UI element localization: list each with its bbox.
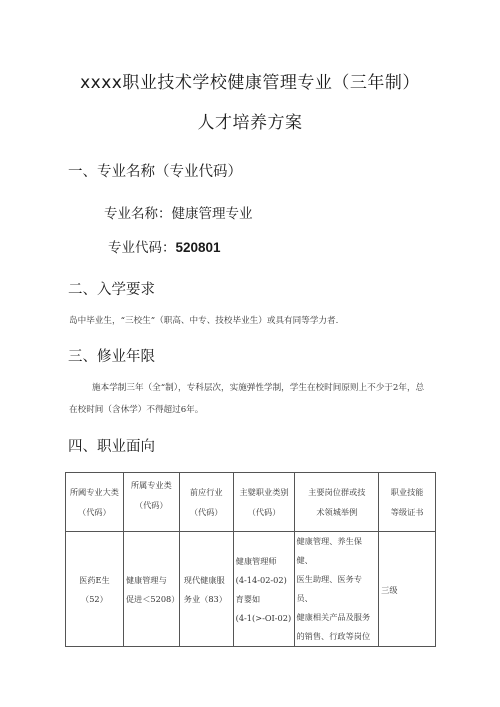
header-cell: 职业技能 等级证书: [379, 473, 436, 532]
major-name-label: 专业名称：: [104, 206, 172, 222]
table-cell: 医药E生 （52）: [66, 532, 124, 647]
section1-heading: 一、专业名称（专业代码）: [68, 164, 242, 180]
major-code-value: 520801: [175, 240, 221, 255]
table-header-row: [66, 473, 436, 532]
major-code-label: 专业代码：: [108, 240, 176, 256]
section2-text: 岛中毕业生，“三校生”（职高、中专、技校毕业生）或具有同等学力者.: [69, 316, 339, 326]
table-cell: 健康管理、养生保健、 医生助理、医务专员、 健康相关产品及服务 的销售、行政等岗位: [295, 532, 379, 647]
table-cell: 现代健康服 务业（83）: [179, 532, 233, 647]
section3-text-line1: 施本学制三年（全“制），专科层次，实施弹性学制，学生在校时间原则上不少于2年，总: [92, 383, 425, 393]
document-title-line2: 人才培养方案: [197, 113, 303, 133]
header-cell: 主嬖职业类别 （代码）: [233, 473, 295, 532]
table-cell: 健康管理与 促进＜5208）: [123, 532, 179, 647]
table-cell: 健康管理师 (4-14-02-02) 育婴如 (4-1(>-OI-02): [233, 532, 295, 647]
section3-heading: 三、修业年限: [68, 349, 155, 365]
header-cell: 所阈专业大类 （代码）: [66, 473, 124, 532]
career-orientation-table: [65, 472, 436, 647]
header-cell: 前应行业 （代码）: [179, 473, 233, 532]
document-title-line1: xxxx职业技术学校健康管理专业（三年制）: [80, 73, 420, 93]
table-cell: 三级: [379, 532, 436, 647]
section3-text-line2: 在校时间（含休学）不得超过6年。: [69, 405, 204, 415]
major-code-row: [108, 236, 221, 256]
table-row: [66, 532, 436, 647]
section2-heading: 二、入学要求: [68, 282, 155, 298]
header-cell: 主要岗位群或技 术领城举例: [295, 473, 379, 532]
section4-heading: 四、职业面向: [68, 439, 155, 455]
header-cell: 所属专业类 （代码）: [123, 473, 179, 532]
major-name-row: [104, 202, 253, 222]
major-name-value: 健康管理专业: [171, 206, 253, 222]
